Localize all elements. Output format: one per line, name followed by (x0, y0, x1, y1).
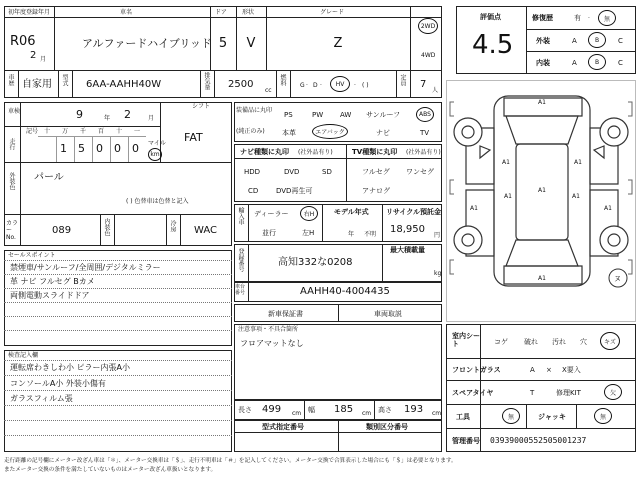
fuel-d: D (313, 82, 318, 89)
import-right-circle (300, 206, 318, 221)
glass-x: × (546, 366, 552, 374)
rule (346, 144, 347, 202)
damage-mark-left-side: A1 (470, 205, 478, 212)
displacement-value: 2500 (228, 79, 254, 90)
glass-label: フロントガラス (452, 366, 501, 374)
car-hub-rear-left (462, 234, 474, 246)
usage-value: 自家用 (22, 79, 52, 90)
rule (4, 405, 232, 406)
rule (4, 360, 232, 361)
import-label: 輸入車 (237, 207, 244, 225)
exterior-grade-c: C (618, 37, 623, 45)
seat-stain: 汚れ (552, 338, 566, 346)
cc-unit: cc (265, 87, 272, 94)
fuel-g: G (300, 82, 305, 89)
model-year-unknown: 不明 (364, 231, 377, 238)
height-label: 高さ (378, 406, 392, 414)
rule (74, 136, 75, 162)
interior-grade-a: A (572, 59, 577, 67)
rule (338, 304, 339, 322)
exterior-grade-b-circle (588, 32, 606, 48)
rule (446, 380, 636, 381)
damage-mark-roof: A1 (538, 187, 546, 194)
sales-points-label: セールスポイント (8, 252, 56, 259)
category-no-label: 類別区分番号 (366, 423, 408, 431)
rule (576, 404, 577, 428)
mileage-digit: 0 (96, 142, 103, 155)
rule (374, 400, 375, 420)
equip-aw: AW (340, 111, 352, 119)
damage-mark-left-front: A1 (502, 159, 510, 166)
height-value: 193 (404, 404, 424, 415)
car-hub-front-left (462, 126, 474, 138)
model-year-label: モデル年式 (334, 208, 369, 216)
drive-4wd: 4WD (421, 52, 436, 59)
rule (446, 428, 636, 429)
length-value: 499 (262, 404, 282, 415)
rule (4, 214, 232, 215)
glass-a: A (530, 366, 535, 374)
inspection-month: 2 (124, 108, 131, 121)
rule (276, 70, 277, 98)
length-unit: cm (292, 410, 302, 417)
spare-t: T (530, 389, 535, 397)
rule (526, 29, 636, 30)
rule (4, 70, 442, 71)
kg-unit: kg (434, 270, 442, 277)
door-label: ドア (215, 9, 227, 16)
model-value: 6AA-AAHH40W (86, 79, 162, 90)
model-year-unit: 年 (348, 231, 355, 238)
rule (304, 400, 305, 420)
rule (4, 420, 232, 421)
equip-tv: TV (420, 129, 430, 137)
damage-mark-right-front: A1 (574, 159, 582, 166)
fuel-other: ( ) (362, 82, 369, 89)
rule (20, 102, 21, 162)
rule (20, 162, 21, 246)
tool-circle (502, 408, 520, 424)
km-circle (148, 148, 162, 161)
interior-grade-label: 内装 (536, 59, 550, 67)
bracket-mark (450, 260, 454, 274)
rule (410, 70, 411, 98)
max-load-label: 最大積載量 (390, 246, 425, 254)
ac-value: WAC (194, 225, 217, 236)
mileage-unit-label: 十 (116, 128, 123, 135)
inspector-line-1: 運転席わきしわ小 ピラー内張A小 (10, 363, 131, 372)
yen-unit: 円 (434, 232, 441, 239)
mileage-digit: 0 (114, 142, 121, 155)
navi-dvd: DVD (284, 168, 300, 176)
rule (4, 316, 232, 317)
year-unit: 年 (104, 115, 111, 122)
month-unit: 月 (40, 56, 47, 63)
manual: 車両取説 (374, 310, 402, 318)
rule (4, 162, 232, 163)
equip-abs-circle (416, 107, 434, 122)
rule (396, 70, 397, 98)
ac-label: 冷房 (169, 220, 176, 232)
mileage-label: 走行 (8, 138, 15, 150)
rule (322, 204, 323, 242)
spare-missing: 欠 (609, 389, 616, 397)
mileage-digit: 5 (78, 142, 85, 155)
seat-hole: 穴 (580, 338, 587, 346)
seat-label: 室内シート (452, 332, 480, 348)
rule (4, 274, 232, 275)
inspection-year: 9 (76, 108, 83, 121)
rule (110, 136, 111, 162)
rule (166, 214, 167, 246)
tool-value: 無 (507, 413, 514, 421)
navi-sd: SD (322, 168, 332, 176)
grade-label: グレード (320, 9, 345, 16)
capacity-label: 定員 (399, 74, 406, 86)
rule (100, 214, 101, 246)
tv-title: TV種類に丸印 (352, 148, 398, 156)
fuel-hv-circle (330, 76, 350, 92)
rule (248, 204, 249, 242)
notes-frame (234, 324, 442, 400)
shift-label: シフト (192, 103, 211, 110)
manage-no-label: 管理番号 (452, 437, 480, 445)
bracket-mark (628, 102, 632, 116)
length-label: 長さ (238, 406, 252, 414)
car-hub-front-right (608, 126, 620, 138)
recycle-value: 18,950 (390, 224, 425, 235)
drive-2wd: 2WD (420, 22, 436, 30)
inspector-notes-label: 検査記入欄 (8, 352, 39, 359)
rule (18, 70, 19, 98)
car-windshield (506, 116, 578, 144)
model-no-label: 型式指定番号 (262, 423, 304, 431)
equipment-subtitle: (純正のみ) (236, 128, 265, 135)
rule (92, 136, 93, 162)
doors-value: 5 (218, 36, 228, 51)
navi-cd: CD (248, 187, 259, 195)
sales-point-line-1: 禁煙車/サンルーフ/全周囲/デジタルミラー (10, 263, 161, 272)
jack-value: 無 (599, 413, 606, 421)
color-no-label: カラーNo. (6, 220, 19, 241)
exterior-grade-a: A (572, 37, 577, 45)
spare-missing-circle (604, 384, 622, 400)
color-no-value: 089 (52, 225, 72, 236)
bracket-mark (450, 102, 454, 116)
rule (382, 244, 383, 282)
equip-pw: PW (312, 111, 324, 119)
import-dealer: ディーラー (254, 210, 289, 218)
car-diagram (446, 80, 636, 322)
damage-mark-right-side: A1 (604, 205, 612, 212)
repair-no-circle (598, 10, 616, 26)
mileage-mark-label: 記号 (26, 128, 39, 135)
seat-scratch-circle (600, 332, 620, 350)
inspector-line-2: コンソールA小 外装小傷有 (10, 379, 106, 388)
mileage-digit: 0 (132, 142, 139, 155)
car-name-label: 車名 (120, 9, 133, 16)
footer-line-1: 走行距離の記号欄にメーター改ざん車は「＊」、メーター交換車は「＄」、走行不明車は「＃」を記入してください。メーター交換で合算表示した場合にも「＄」は必要となります。 (4, 458, 457, 464)
mileage-unit-label: 一 (134, 128, 141, 135)
equip-sunroof: サンルーフ (366, 111, 401, 119)
shape-label: 形状 (242, 9, 255, 16)
header-frame (4, 6, 442, 98)
damage-mark-right-mid: A1 (572, 193, 580, 200)
rule (72, 70, 73, 98)
width-unit: cm (362, 410, 372, 417)
navi-title-note: (社外品有り) (298, 149, 333, 156)
rule (526, 404, 527, 428)
height-unit: cm (432, 410, 442, 417)
import-left: 左H (302, 229, 315, 237)
tv-fullseg: フルセグ (362, 168, 390, 176)
sales-point-line-2: 革 ナビ フルセグ Bカメ (10, 277, 95, 286)
mileage-unit-label: 千 (80, 128, 87, 135)
width-value: 185 (334, 404, 354, 415)
capacity-value: 7 (420, 79, 427, 90)
score-value: 4.5 (472, 30, 514, 60)
interior-color-label: 内装色 (103, 218, 110, 236)
registration-value: 高知332な0208 (278, 257, 353, 268)
car-rear-glass (506, 240, 578, 266)
rule (114, 214, 115, 246)
equip-ps: PS (284, 111, 293, 119)
rule (4, 330, 232, 331)
rule (4, 302, 232, 303)
score-label: 評価点 (480, 13, 501, 21)
import-right: 右H (303, 211, 315, 218)
fuel-label: 燃料 (279, 74, 286, 86)
interior-grade-c: C (618, 59, 623, 67)
tv-analog: アナログ (362, 187, 390, 195)
chassis-no-label: 車台番号 (235, 284, 246, 296)
reg-month-value: 2 (30, 50, 37, 61)
tool-label: 工具 (456, 413, 470, 421)
registration-label: 登録番号 (237, 248, 244, 272)
car-hub-rear-right (608, 234, 620, 246)
exterior-grade-b: B (594, 36, 600, 44)
month-unit-2: 月 (148, 115, 155, 122)
mileage-unit-label: 十 (44, 128, 51, 135)
spare-kit: 修理KIT (556, 389, 581, 397)
chassis-label: 車歴 (7, 74, 14, 86)
footer-line-2: またメーター交換の条件を満たしていないものはメーター改ざん車扱いとなります。 (4, 467, 217, 473)
rule (4, 126, 160, 127)
mileage-digit: 1 (60, 142, 67, 155)
repair-no: 無 (603, 15, 610, 23)
rule (446, 358, 636, 359)
displacement-label: 排気量 (203, 72, 210, 90)
mile-label: マイル (148, 140, 166, 147)
inspector-line-3: ガラスフィルム張 (10, 394, 73, 403)
glass-replace: X要入 (562, 366, 581, 374)
car-left-mirror (480, 146, 490, 158)
inspection-label: 車検 (8, 108, 21, 115)
equip-abs: ABS (419, 111, 431, 118)
drive-2wd-circle (418, 18, 438, 34)
equip-navi: ナビ (376, 129, 390, 137)
rule (58, 70, 59, 98)
rule (446, 404, 636, 405)
rule (180, 214, 181, 246)
rule (526, 6, 527, 74)
model-label: 型式 (61, 74, 68, 86)
reg-year-value: R06 (10, 34, 36, 49)
tv-oneseg: ワンセグ (406, 168, 434, 176)
bracket-mark (450, 180, 454, 194)
reg-year-label: 初年度登録年月 (8, 9, 51, 16)
manage-no-value: 03939000552505001237 (490, 436, 587, 445)
seat-tear: 破れ (524, 338, 538, 346)
rule (4, 375, 232, 376)
navi-title: ナビ種類に丸印 (240, 148, 289, 156)
rule (338, 420, 339, 452)
rule (234, 158, 442, 159)
rule (526, 51, 636, 52)
recycle-label: リサイクル預託金 (386, 208, 442, 216)
bracket-mark (628, 180, 632, 194)
km-unit: km (150, 151, 160, 158)
equip-leather: 本革 (282, 129, 296, 137)
shift-value: FAT (184, 131, 203, 144)
repair-label: 修復歴 (532, 14, 553, 22)
new-warranty: 新車保証書 (268, 310, 303, 318)
car-name-value: アルファードハイブリッド (82, 37, 212, 50)
damage-mark-left-mid: A1 (504, 193, 512, 200)
chassis-no-value: AAHH40-4004435 (300, 286, 390, 297)
grade-value: Z (333, 36, 343, 51)
car-right-mirror (594, 146, 604, 158)
import-parallel: 並行 (262, 229, 276, 237)
mileage-unit-label: 百 (98, 128, 105, 135)
rule (234, 432, 442, 433)
rule (56, 136, 57, 162)
rule (4, 435, 232, 436)
damage-mark-front: A1 (538, 99, 546, 106)
notes-line-1: フロアマットなし (240, 339, 304, 348)
width-label: 幅 (308, 406, 315, 414)
interior-grade-b: B (594, 58, 600, 66)
jack-circle (594, 408, 612, 424)
damage-mark-rear: A1 (538, 275, 546, 282)
interior-grade-b-circle (588, 54, 606, 70)
exterior-color-value: パール (34, 172, 64, 183)
spare-label: スペアタイヤ (452, 389, 494, 397)
equip-airbag: エアバック (315, 129, 345, 136)
jack-label: ジャッキ (538, 413, 566, 421)
rule (4, 390, 232, 391)
rule (248, 244, 249, 282)
sales-point-line-3: 両側電動スライドドア (10, 291, 90, 300)
color-change-note: ( ) 色替車は色替と記入 (126, 198, 189, 205)
seat-scratch: キズ (604, 338, 616, 346)
bracket-mark (628, 260, 632, 274)
spare-mark: ヌ (614, 275, 621, 283)
rule (410, 6, 411, 70)
rule (38, 136, 146, 137)
rule (54, 6, 55, 70)
exterior-label: 外装色 (8, 172, 15, 190)
notes-label: 注意事項・不具合箇所 (238, 326, 299, 333)
repair-yes: 有 (574, 14, 581, 22)
exterior-grade-label: 外装 (536, 37, 550, 45)
navi-dvd-play: DVD再生可 (276, 187, 313, 195)
rule (4, 288, 232, 289)
person-unit: 人 (432, 87, 439, 94)
equipment-title: 装備品に丸印 (236, 107, 273, 114)
shape-value: V (246, 36, 256, 51)
seat-burn: コゲ (494, 338, 508, 346)
rule (128, 136, 129, 162)
navi-hdd: HDD (244, 168, 261, 176)
rule (382, 204, 383, 242)
tv-title-note: (社外品有り) (406, 149, 441, 156)
fuel-hv: HV (335, 80, 345, 88)
mileage-unit-label: 万 (62, 128, 69, 135)
equip-airbag-circle (312, 124, 348, 139)
rule (290, 70, 291, 98)
rule (200, 70, 201, 98)
rule (214, 70, 215, 98)
rule (4, 17, 442, 18)
rule (4, 260, 232, 261)
